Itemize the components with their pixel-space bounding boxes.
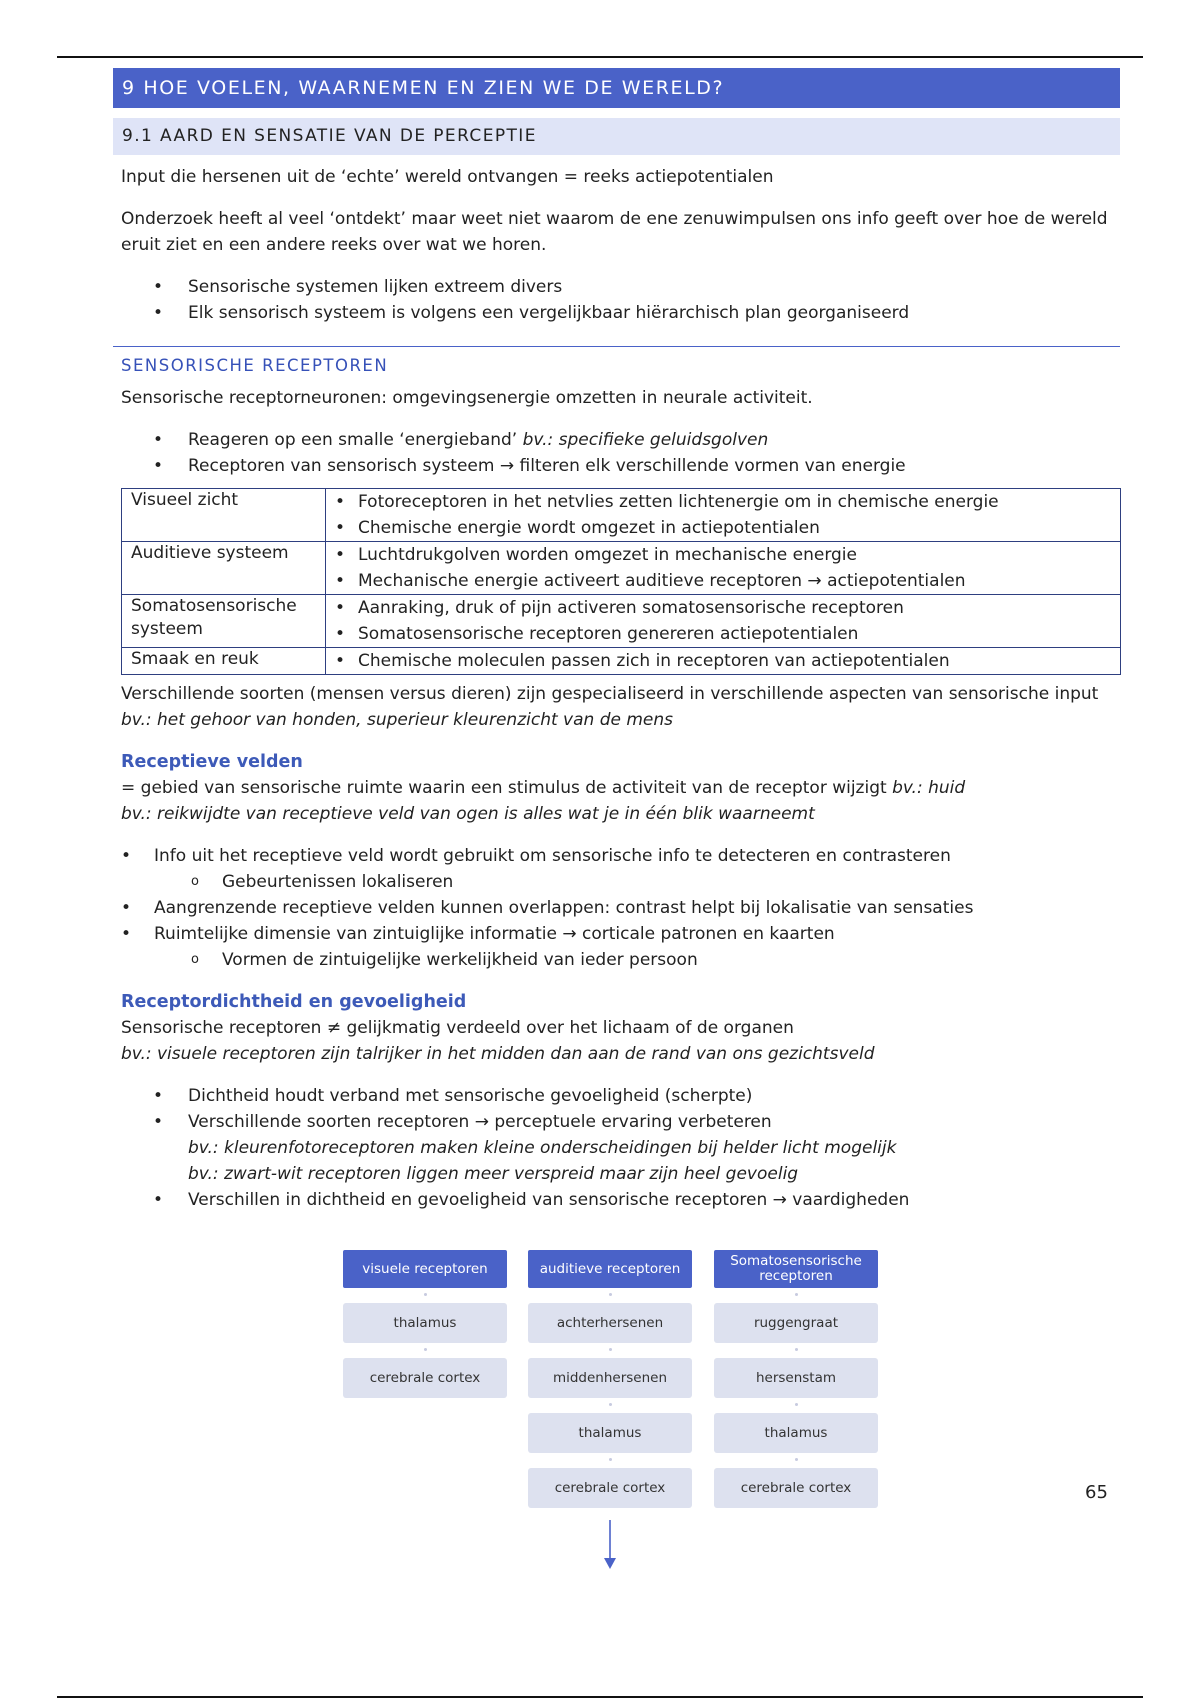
receptors-heading: SENSORISCHE RECEPTOREN — [113, 346, 1120, 381]
list-item: • Sensorische systemen lijken extreem divers — [113, 274, 1120, 300]
bullet-example: bv.: zwart-wit receptoren liggen meer verspreid maar zijn heel gevoelig — [188, 1164, 799, 1184]
visual-pathway-column — [343, 1250, 507, 1398]
receptors-definition: Sensorische receptorneuronen: omgevingsenergie omzetten in neurale activiteit. — [121, 388, 813, 408]
pathway-step: thalamus — [343, 1303, 507, 1343]
table-cell-system: Visueel zicht — [122, 489, 326, 542]
table-cell-items — [326, 489, 1121, 542]
arrow-down-icon — [603, 1520, 617, 1570]
section-title: 9.1 AARD EN SENSATIE VAN DE PERCEPTIE — [113, 118, 1120, 155]
density-heading: Receptordichtheid en gevoeligheid — [121, 992, 467, 1012]
list-item — [113, 1109, 1120, 1187]
list-item: • Fotoreceptoren in het netvlies zetten lichtenergie om in chemische energie — [326, 489, 1120, 515]
list-item: • Mechanische energie activeert auditieve receptoren → actiepotentialen — [326, 568, 1120, 594]
table-cell-system: Auditieve systeem — [122, 542, 326, 595]
list-item: • Aangrenzende receptieve velden kunnen overlappen: contrast helpt bij lokalisatie van sensaties — [113, 895, 1120, 921]
somatosensory-receptors-box: Somatosensorische receptoren — [714, 1250, 878, 1288]
sub-list — [154, 947, 1120, 973]
list-item — [113, 427, 1120, 453]
definition-example: bv.: huid — [892, 778, 966, 798]
pathway-step: achterhersenen — [528, 1303, 692, 1343]
density-line-2: bv.: visuele receptoren zijn talrijker in het midden dan aan de rand van ons gezichtsveld — [121, 1044, 875, 1064]
bottom-rule — [57, 1696, 1143, 1698]
pathway-step: ruggengraat — [714, 1303, 878, 1343]
receptive-fields-heading: Receptieve velden — [121, 752, 303, 772]
intro-bullet-list — [113, 274, 1120, 326]
intro-paragraph-2: Onderzoek heeft al veel ‘ontdekt’ maar weet niet waarom de ene zenuwimpulsen ons info geeft over hoe de wereld eruit ziet en een andere reeks over wat we horen. — [121, 209, 1108, 255]
bullet-text: Ruimtelijke dimensie van zintuiglijke informatie → corticale patronen en kaarten — [154, 924, 835, 944]
bullet-example: bv.: kleurenfotoreceptoren maken kleine onderscheidingen bij helder licht mogelijk — [188, 1138, 897, 1158]
list-item: o Vormen de zintuigelijke werkelijkheid van ieder persoon — [113, 947, 1120, 973]
list-item: • Elk sensorisch systeem is volgens een vergelijkbaar hiërarchisch plan georganiseerd — [113, 300, 1120, 326]
table-row — [122, 648, 1121, 675]
list-item: • Verschillen in dichtheid en gevoeligheid van sensorische receptoren → vaardigheden — [113, 1187, 1120, 1213]
table-cell-system: Somatosensorische systeem — [122, 595, 326, 648]
density-bullets — [113, 1083, 1120, 1213]
table-cell-system: Smaak en reuk — [122, 648, 326, 675]
list-item: • Chemische moleculen passen zich in receptoren van actiepotentialen — [326, 648, 1120, 674]
pathway-step: hersenstam — [714, 1358, 878, 1398]
receptive-fields-definition — [113, 775, 1120, 801]
somatosensory-pathway-column — [714, 1250, 878, 1508]
visual-receptors-box: visuele receptoren — [343, 1250, 507, 1288]
pathway-step: middenhersenen — [528, 1358, 692, 1398]
pathway-step: cerebrale cortex — [714, 1468, 878, 1508]
list-item — [113, 921, 1120, 973]
table-cell-items — [326, 595, 1121, 648]
species-example: bv.: het gehoor van honden, superieur kleurenzicht van de mens — [121, 710, 674, 730]
sub-list — [154, 869, 1120, 895]
top-rule — [57, 56, 1143, 58]
receptor-table — [121, 488, 1121, 675]
table-cell-items — [326, 542, 1121, 595]
page-number: 65 — [1085, 1482, 1108, 1503]
table-row — [122, 489, 1121, 542]
pathway-step: thalamus — [528, 1413, 692, 1453]
bullet-example: bv.: specifieke geluidsgolven — [522, 430, 769, 450]
bullet-text: Reageren op een smalle ‘energieband’ — [188, 430, 523, 450]
chapter-title: 9 HOE VOELEN, WAARNEMEN EN ZIEN WE DE WERELD? — [113, 68, 1120, 108]
pathway-step: cerebrale cortex — [528, 1468, 692, 1508]
list-item: o Gebeurtenissen lokaliseren — [113, 869, 1120, 895]
species-paragraph — [113, 681, 1111, 733]
list-item: • Chemische energie wordt omgezet in actiepotentialen — [326, 515, 1120, 541]
list-item: • Receptoren van sensorisch systeem → filteren elk verschillende vormen van energie — [113, 453, 1120, 479]
page-content — [113, 68, 1120, 1213]
auditory-pathway-column — [528, 1250, 692, 1508]
list-item: • Aanraking, druk of pijn activeren somatosensorische receptoren — [326, 595, 1120, 621]
intro-paragraph-1: Input die hersenen uit de ‘echte’ wereld ontvangen = reeks actiepotentialen — [121, 167, 774, 187]
table-cell-items — [326, 648, 1121, 675]
definition-text: = gebied van sensorische ruimte waarin een stimulus de activiteit van de receptor wijzigt — [121, 778, 893, 798]
species-text: Verschillende soorten (mensen versus dieren) zijn gespecialiseerd in verschillende aspecten van sensorische input — [121, 684, 1099, 704]
receptive-fields-example: bv.: reikwijdte van receptieve veld van ogen is alles wat je in één blik waarneemt — [121, 804, 815, 824]
table-row — [122, 595, 1121, 648]
bullet-text: Verschillende soorten receptoren → perceptuele ervaring verbeteren — [188, 1112, 772, 1132]
list-item: • Somatosensorische receptoren genereren actiepotentialen — [326, 621, 1120, 647]
auditory-receptors-box: auditieve receptoren — [528, 1250, 692, 1288]
receptors-bullet-list — [113, 427, 1120, 479]
table-row — [122, 542, 1121, 595]
bullet-text: Info uit het receptieve veld wordt gebruikt om sensorische info te detecteren en contrasteren — [154, 846, 951, 866]
receptive-fields-bullets — [113, 843, 1120, 973]
list-item: • Luchtdrukgolven worden omgezet in mechanische energie — [326, 542, 1120, 568]
pathway-step: thalamus — [714, 1413, 878, 1453]
list-item: • Dichtheid houdt verband met sensorische gevoeligheid (scherpte) — [113, 1083, 1120, 1109]
list-item — [113, 843, 1120, 895]
pathway-step: cerebrale cortex — [343, 1358, 507, 1398]
density-line-1: Sensorische receptoren ≠ gelijkmatig verdeeld over het lichaam of de organen — [121, 1018, 794, 1038]
